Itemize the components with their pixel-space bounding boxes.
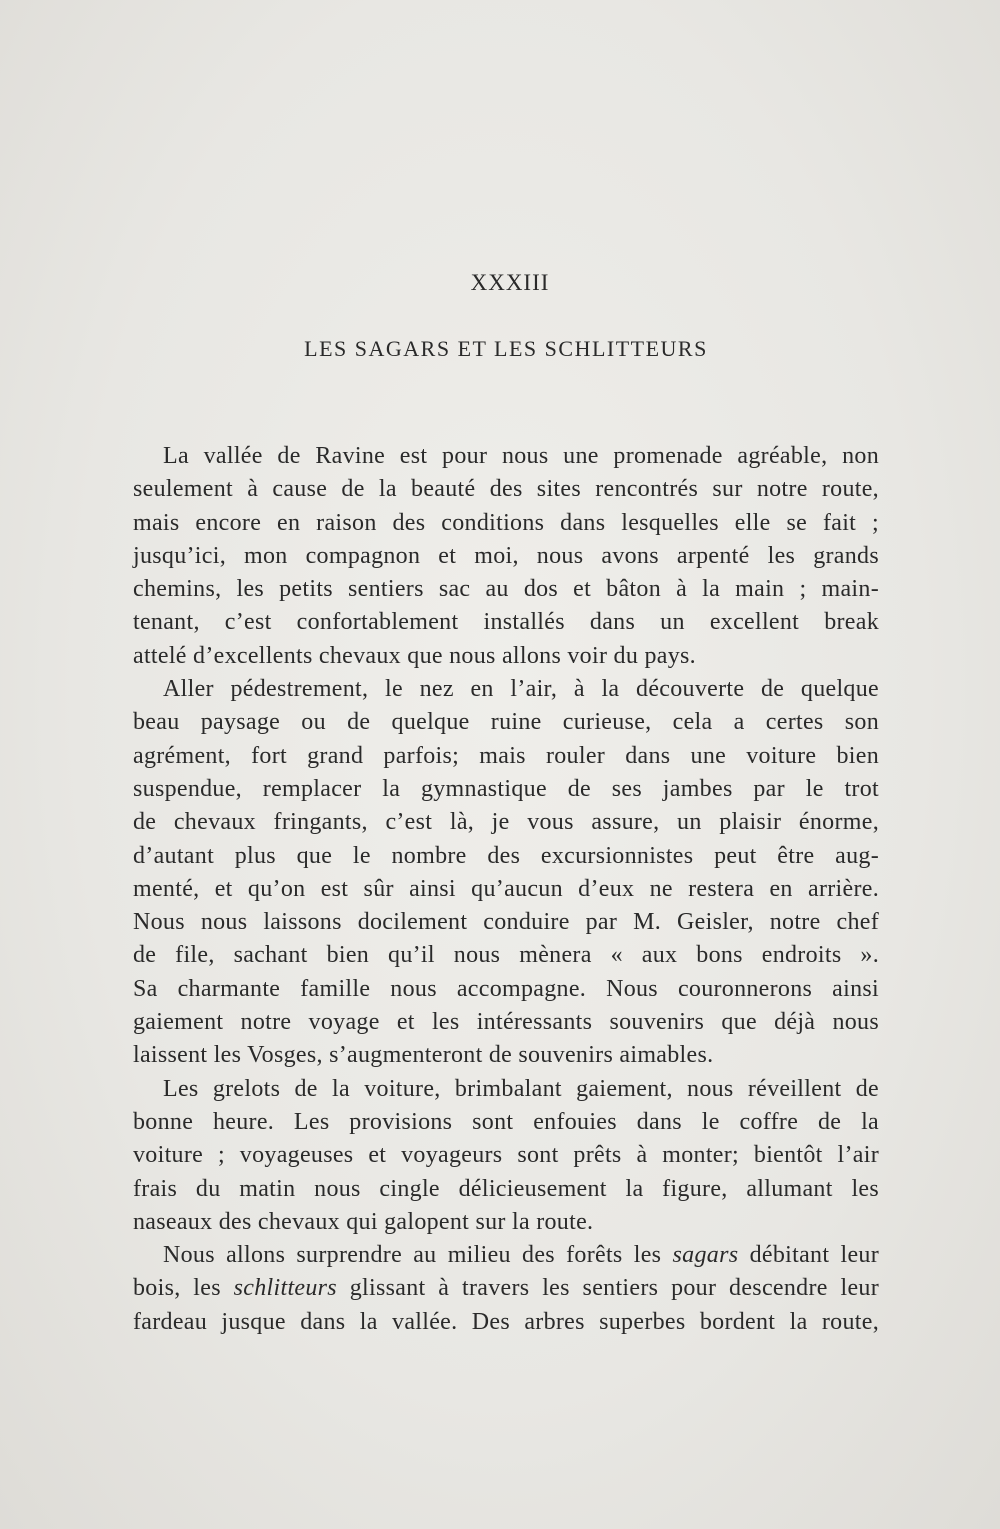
- emphasis-sagars: sagars: [672, 1242, 739, 1269]
- text-line: naseaux des chevaux qui galopent sur la route.: [133, 1208, 594, 1235]
- text-line: menté, et qu’on est sûr ainsi qu’aucun d’eux ne restera en arrière.: [133, 875, 879, 902]
- text-segment: Nous allons surprendre au milieu des forêts les: [163, 1242, 673, 1269]
- text-segment: glissant à travers les sentiers pour descendre leur: [336, 1275, 879, 1302]
- text-line: de chevaux fringants, c’est là, je vous assure, un plaisir énorme,: [133, 809, 879, 836]
- text-line: Les grelots de la voiture, brimbalant gaiement, nous réveillent de: [163, 1075, 879, 1102]
- text-line: [133, 1239, 879, 1272]
- text-line: de file, sachant bien qu’il nous mènera « aux bons endroits ».: [133, 942, 879, 969]
- text-line: Nous nous laissons docilement conduire par M. Geisler, notre chef: [133, 909, 879, 936]
- text-line: Aller pédestrement, le nez en l’air, à la découverte de quelque: [163, 676, 879, 703]
- chapter-body: [133, 440, 879, 1339]
- text-line: voiture ; voyageuses et voyageurs sont prêts à monter; bientôt l’air: [133, 1142, 879, 1169]
- text-line: chemins, les petits sentiers sac au dos et bâton à la main ; main-: [133, 576, 879, 603]
- text-line: d’autant plus que le nombre des excursionnistes peut être aug-: [133, 842, 879, 869]
- text-line: seulement à cause de la beauté des sites rencontrés sur notre route,: [133, 476, 879, 503]
- text-line: Sa charmante famille nous accompagne. Nous couronnerons ainsi: [133, 975, 879, 1002]
- text-line: attelé d’excellents chevaux que nous allons voir du pays.: [133, 642, 696, 669]
- text-segment: bois, les: [133, 1275, 234, 1302]
- text-line: bonne heure. Les provisions sont enfouies dans le coffre de la: [133, 1108, 879, 1135]
- text-line: tenant, c’est confortablement installés dans un excellent break: [133, 609, 879, 636]
- text-line: mais encore en raison des conditions dans lesquelles elle se fait ;: [133, 509, 879, 536]
- text-line: agrément, fort grand parfois; mais rouler dans une voiture bien: [133, 742, 879, 769]
- text-line: beau paysage ou de quelque ruine curieuse, cela a certes son: [133, 709, 879, 736]
- emphasis-schlitteurs: schlitteurs: [233, 1275, 337, 1302]
- text-line: suspendue, remplacer la gymnastique de ses jambes par le trot: [133, 775, 879, 802]
- text-segment: débitant leur: [738, 1242, 880, 1269]
- chapter-title: LES SAGARS ET LES SCHLITTEURS: [304, 336, 708, 361]
- text-line: gaiement notre voyage et les intéressants souvenirs que déjà nous: [133, 1009, 879, 1036]
- chapter-number: XXXIII: [470, 270, 550, 295]
- text-line: [133, 1272, 879, 1305]
- paragraph-1: [133, 440, 879, 673]
- text-line: La vallée de Ravine est pour nous une promenade agréable, non: [163, 443, 879, 469]
- paragraph-2: [133, 673, 879, 1073]
- paragraph-3: [133, 1073, 879, 1239]
- text-line: jusqu’ici, mon compagnon et moi, nous avons arpenté les grands: [133, 542, 879, 569]
- paragraph-4: [133, 1239, 879, 1339]
- text-line: frais du matin nous cingle délicieusement la figure, allumant les: [133, 1175, 879, 1202]
- text-line: laissent les Vosges, s’augmenteront de souvenirs aimables.: [133, 1042, 714, 1069]
- text-line: fardeau jusque dans la vallée. Des arbres superbes bordent la route,: [133, 1308, 879, 1335]
